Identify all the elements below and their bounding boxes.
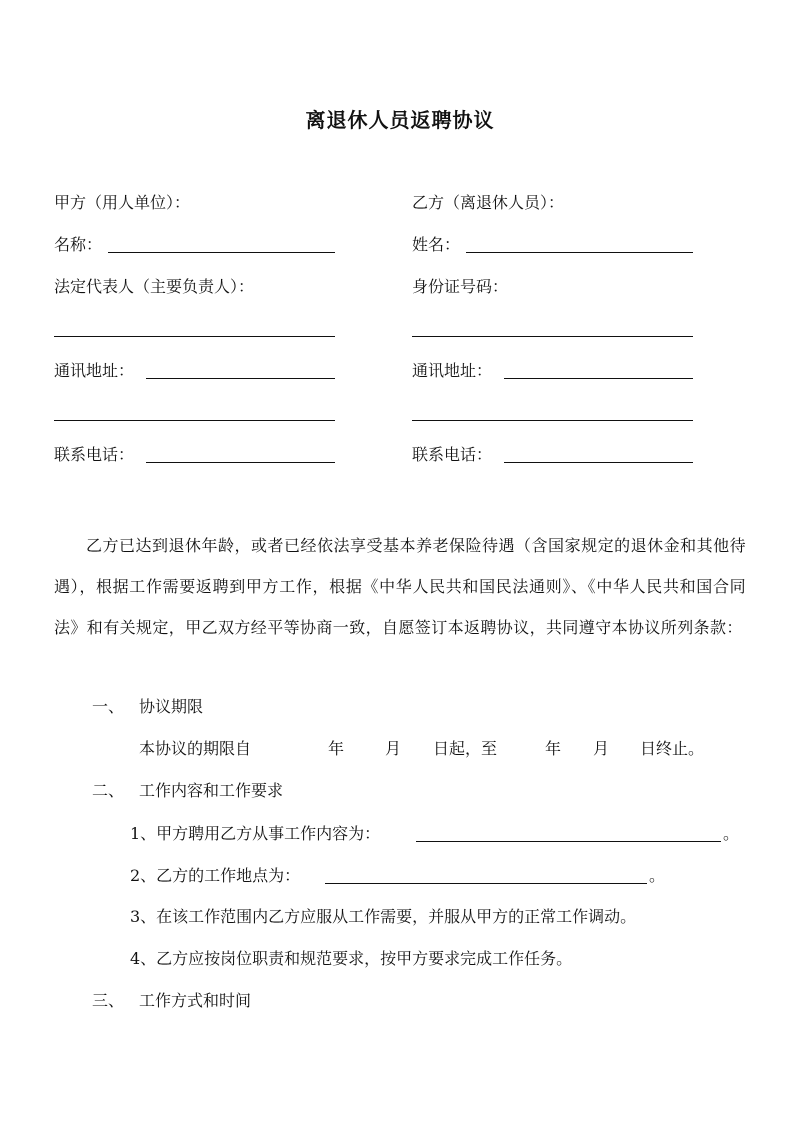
party-b-id-label: 身份证号码： <box>412 277 509 296</box>
work-requirement-3: 3、在该工作范围内乙方应服从工作需要，并服从甲方的正常工作调动。 <box>130 907 637 926</box>
party-a-heading: 甲方（用人单位）： <box>54 193 191 212</box>
term-day-end: 日终止。 <box>640 739 705 758</box>
party-b-address-blank <box>504 378 693 379</box>
section-1-title: 协议期限 <box>139 697 204 716</box>
party-b-phone-label: 联系电话： <box>412 445 493 464</box>
party-a-address-blank <box>146 378 335 379</box>
party-a-phone-blank <box>146 462 335 463</box>
party-b-heading: 乙方（离退休人员）： <box>412 193 565 212</box>
term-month-start: 月 <box>385 739 402 758</box>
page-title: 离退休人员返聘协议 <box>305 108 495 132</box>
section-1-number: 一、 <box>92 697 125 716</box>
party-b-address-label: 通讯地址： <box>412 361 493 380</box>
party-a-address-label: 通讯地址： <box>54 361 135 380</box>
term-prefix: 本协议的期限自 <box>139 739 252 758</box>
party-b-phone-blank <box>504 462 693 463</box>
section-3-title: 工作方式和时间 <box>139 991 252 1010</box>
party-a-phone-label: 联系电话： <box>54 445 135 464</box>
party-a-rep-label: 法定代表人（主要负责人）： <box>54 277 255 296</box>
term-month-end: 月 <box>593 739 610 758</box>
work-content-end: 。 <box>723 824 740 843</box>
party-a-rep-blank <box>54 336 335 337</box>
party-a-address-blank-2 <box>54 420 335 421</box>
party-b-id-blank <box>412 336 693 337</box>
section-3-number: 三、 <box>92 991 125 1010</box>
party-b-name-blank <box>466 252 693 253</box>
term-day-start: 日起，至 <box>433 739 498 758</box>
term-year-start: 年 <box>328 739 345 758</box>
work-location-end: 。 <box>649 866 666 885</box>
work-requirement-4: 4、乙方应按岗位职责和规范要求，按甲方要求完成工作任务。 <box>130 949 573 968</box>
intro-paragraph: 乙方已达到退休年龄，或者已经依法享受基本养老保险待遇（含国家规定的退休金和其他待遇），根据工作需要返聘到甲方工作，根据《中华人民共和国民法通则》、《中华人民共和国合同法》和有关规定，甲乙双方经平等协商一致，自愿签订本返聘协议，共同遵守本协议所列条款： <box>54 536 746 637</box>
work-content-label: 1、甲方聘用乙方从事工作内容为： <box>130 824 381 843</box>
party-a-name-label: 名称： <box>54 235 103 254</box>
work-content-blank <box>416 841 721 842</box>
work-location-blank <box>325 883 647 884</box>
term-year-end: 年 <box>545 739 562 758</box>
work-location-label: 2、乙方的工作地点为： <box>130 866 301 885</box>
section-2-number: 二、 <box>92 781 125 800</box>
party-b-name-label: 姓名： <box>412 235 461 254</box>
party-a-name-blank <box>108 252 335 253</box>
party-b-address-blank-2 <box>412 420 693 421</box>
section-2-title: 工作内容和工作要求 <box>139 781 284 800</box>
